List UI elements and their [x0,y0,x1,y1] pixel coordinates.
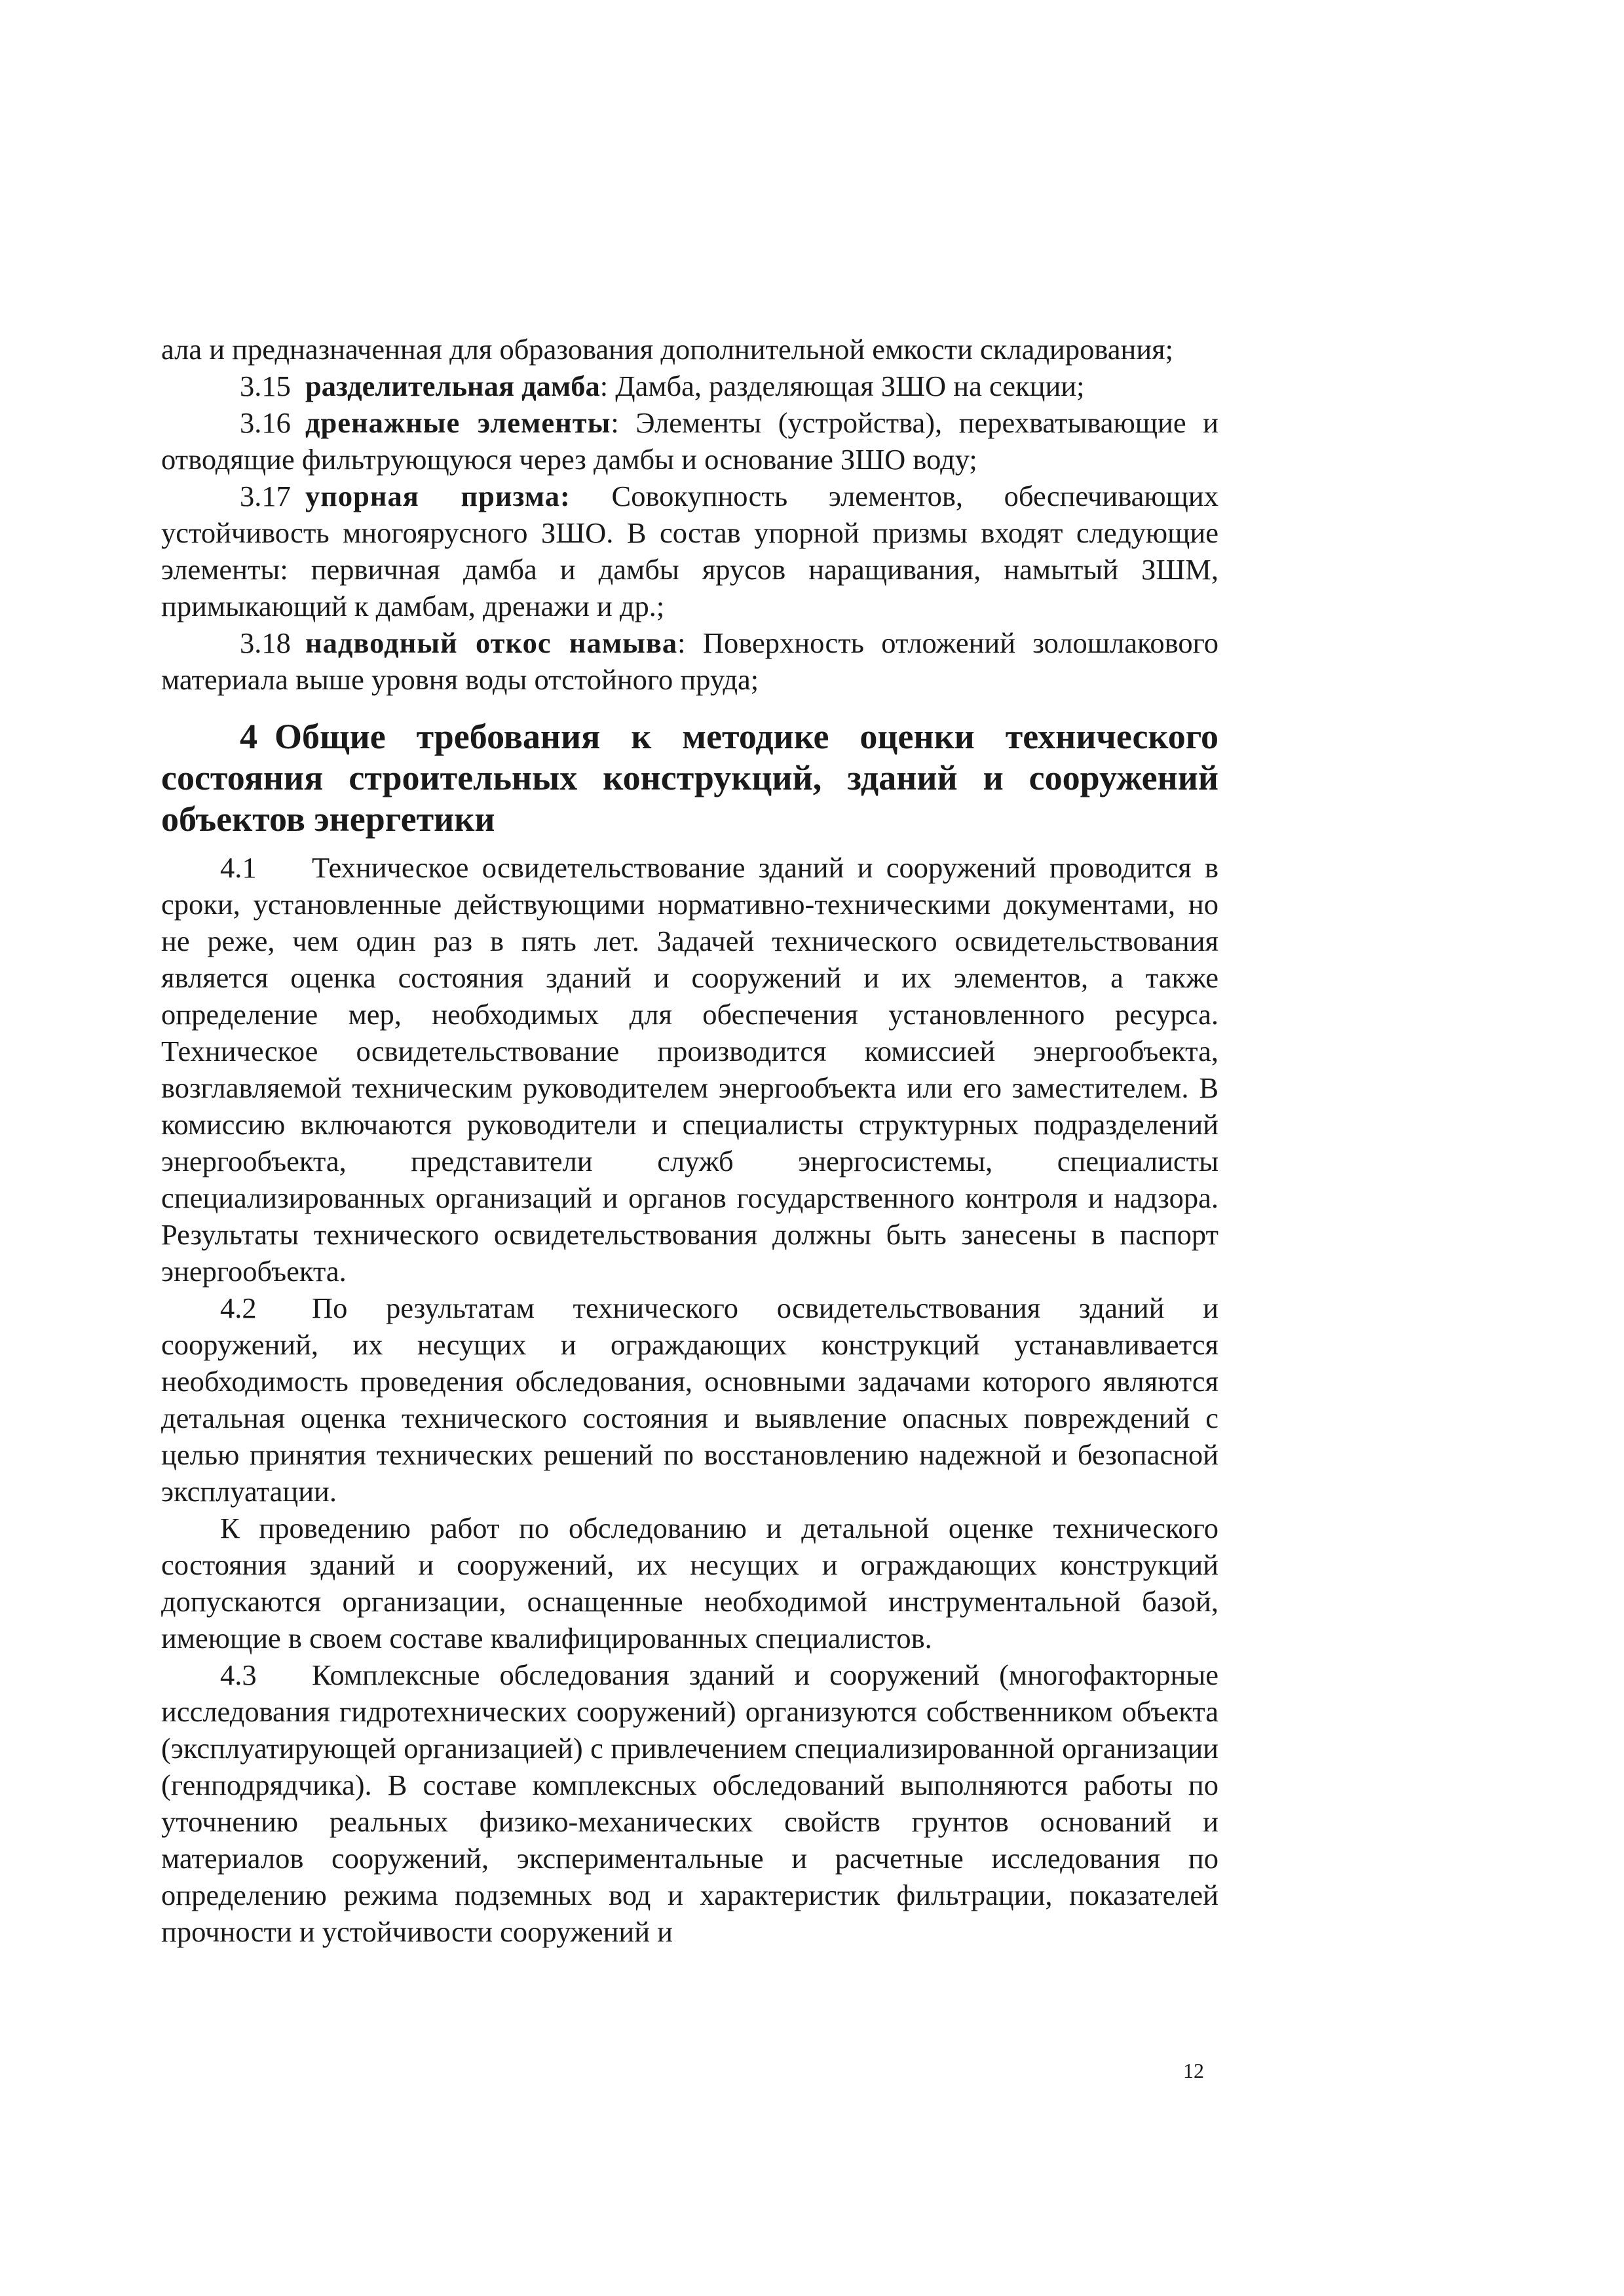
clause-4-3 [161,1656,1218,1950]
definition-separator: : [677,626,686,659]
clause-text: Комплексные обследования зданий и сооружений (многофакторные исследования гидротехнических сооружений) организуются собственником объекта (эксплуатирующей организацией) с привлечением специализированной организации (генподрядчика). В составе комплексных обследований выполняются работы по уточнению реальных физико-механических свойств грунтов оснований и материалов сооружений, экспериментальные и расчетные исследования по определению режима подземных вод и характеристик фильтрации, показателей прочности и устойчивости сооружений и [161,1658,1218,1948]
definition-text: Дамба, разделяющая ЗШО на секции; [608,370,1085,402]
definition-3-17 [161,478,1218,624]
definition-separator: : [611,406,619,439]
section-number: 4 [240,717,257,756]
definition-3-16 [161,404,1218,478]
clause-text: По результатам технического освидетельствования зданий и сооружений, их несущих и ограждающих конструкций устанавливается необходимость проведения обследования, основными задачами которого являются детальная оценка технического состояния и выявление опасных повреждений с целью принятия технических решений по восстановлению надежной и безопасной эксплуатации. [161,1292,1218,1508]
definition-term: упорная призма: [305,480,571,512]
page-body [161,331,1218,1950]
definition-text: Поверхность отложений золошлакового материала выше уровня воды отстойного пруда; [161,626,1218,696]
clause-4-2 [161,1290,1218,1510]
clause-number: 4.2 [220,1292,257,1324]
definition-number: 3.17 [240,480,291,512]
definition-3-15 [161,368,1218,404]
definition-3-18 [161,624,1218,698]
definition-term: надводный откос намыва [305,626,678,659]
definition-text: Совокупность элементов, обеспечивающих устойчивость многоярусного ЗШО. В состав упорной призмы входят следующие элементы: первичная дамба и дамбы ярусов наращивания, намытый ЗШМ, примыкающий к дамбам, дренажи и др.; [161,480,1218,622]
definition-term: дренажные элементы [305,406,611,439]
section-title: Общие требования к методике оценки технического состояния строительных конструкций, зданий и сооружений объектов энергетики [161,717,1218,839]
clause-text: Техническое освидетельствование зданий и сооружений проводится в сроки, установленные действующими нормативно-техническими документами, но не реже, чем один раз в пять лет. Задачей технического освидетельствования является оценка состояния зданий и сооружений и их элементов, а также определение мер, необходимых для обеспечения установленного ресурса. Техническое освидетельствование производится комиссией энергообъекта, возглавляемой техническим руководителем энергообъекта или его заместителем. В комиссию включаются руководители и специалисты структурных подразделений энергообъекта, представители служб энергосистемы, специалисты специализированных организаций и органов государственного контроля и надзора. Результаты технического освидетельствования должны быть занесены в паспорт энергообъекта. [161,851,1218,1288]
definition-separator: : [599,370,609,402]
continuation-paragraph: ала и предназначенная для образования дополнительной емкости складирования; [161,333,1173,366]
clause-number: 4.1 [220,851,257,884]
section-heading [161,716,1218,840]
page-number: 12 [1183,2059,1204,2082]
definition-number: 3.15 [240,370,291,402]
definition-text: Элементы (устройства), перехватывающие и отводящие фильтрующуюся через дамбы и основание ЗШО воду; [161,406,1218,476]
clause-number: 4.3 [220,1658,257,1691]
definition-number: 3.16 [240,406,291,439]
definition-number: 3.18 [240,626,291,659]
body-paragraph: К проведению работ по обследованию и детальной оценке технического состояния зданий и сооружений, их несущих и ограждающих конструкций допускаются организации, оснащенные необходимой инструментальной базой, имеющие в своем составе квалифицированных специалистов. [161,1512,1218,1655]
definition-term: разделительная дамба [305,370,600,402]
clause-4-1 [161,849,1218,1290]
